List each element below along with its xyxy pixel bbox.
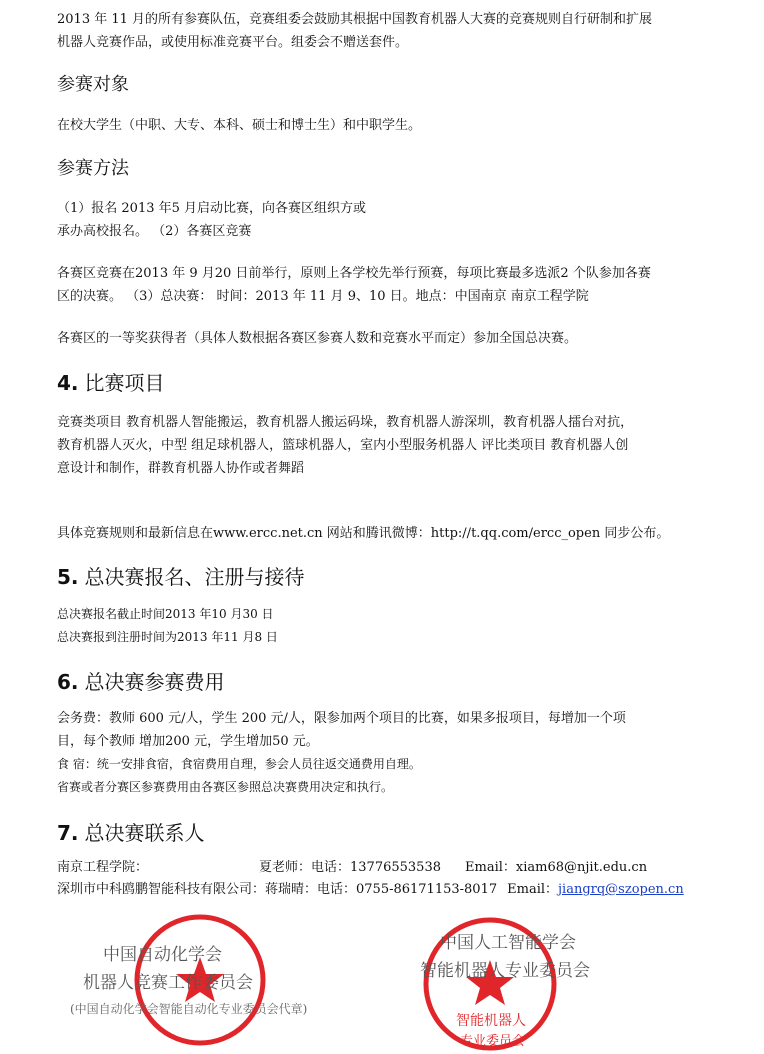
right-seal-stamp-line-2: 专业委员会 xyxy=(460,1034,526,1049)
section-5-line-1: 总决赛报名截止时间2013 年10 月30 日 xyxy=(57,607,274,621)
method-line-5: 各赛区的一等奖获得者（具体人数根据各赛区参赛人数和竞赛水平而定）参加全国总决赛。 xyxy=(57,331,578,346)
method-line-4: 区的决赛。 （3）总决赛： 时间：2013 年 11 月 9、10 日。地点：中国南京 南京工程学院 xyxy=(57,289,589,304)
section-5-number: 5. xyxy=(57,565,79,589)
left-seal-line-3: (中国自动化学会智能自动化专业委员会代章) xyxy=(70,1002,308,1016)
section-7-title: 总决赛联系人 xyxy=(84,821,205,845)
intro-paragraph xyxy=(57,8,707,54)
method-line-2: 承办高校报名。 （2）各赛区竞赛 xyxy=(57,224,252,239)
method-heading: 参赛方法 xyxy=(57,158,129,179)
intro-line-2: 机器人竞赛作品，或使用标准竞赛平台。组委会不赠送套件。 xyxy=(57,35,409,50)
section-6-heading xyxy=(57,666,225,695)
section-6-number: 6. xyxy=(57,670,79,694)
section-5-title: 总决赛报名、注册与接待 xyxy=(84,565,305,589)
section-7-heading xyxy=(57,817,205,846)
section-7-number: 7. xyxy=(57,821,79,845)
section-4-line-4: 具体竞赛规则和最新信息在www.ercc.net.cn 网站和腾讯微博：http://t.qq.com/ercc_open 同步公布。 xyxy=(57,526,670,541)
contact-1-email: Email：xiam68@njit.edu.cn xyxy=(465,860,648,875)
right-seal-line-2: 智能机器人专业委员会 xyxy=(420,961,590,981)
section-6-line-3: 食 宿：统一安排食宿，食宿费用自理，参会人员往返交通费用自理。 xyxy=(57,757,421,771)
section-6-line-2: 目，每个教师 增加200 元，学生增加50 元。 xyxy=(57,734,319,749)
method-line-1: （1）报名 2013 年5 月启动比赛，向各赛区组织方或 xyxy=(57,201,367,216)
contact-row-1 xyxy=(57,857,647,879)
section-4-heading xyxy=(57,367,165,396)
section-5-line-2: 总决赛报到注册时间为2013 年11 月8 日 xyxy=(57,630,278,644)
section-5-paragraph xyxy=(57,603,707,649)
contact-2-email-link[interactable]: jiangrq@szopen.cn xyxy=(558,882,684,897)
right-seal-line-1: 中国人工智能学会 xyxy=(440,933,576,953)
right-seal-stamp-line-1: 智能机器人 xyxy=(456,1013,526,1029)
section-4-paragraph xyxy=(57,411,707,480)
method-paragraph-1 xyxy=(57,197,707,243)
section-5-heading xyxy=(57,561,305,590)
section-6-line-1: 会务费：教师 600 元/人，学生 200 元/人，限参加两个项目的比赛，如果多报项目，每增加一个项 xyxy=(57,711,626,726)
contact-1-person: 夏老师：电话：13776553538 xyxy=(259,860,441,875)
left-seal-line-2: 机器人竞赛工作委员会 xyxy=(83,973,253,993)
section-4-title: 比赛项目 xyxy=(84,371,165,395)
contact-row-2 xyxy=(57,879,684,901)
contact-1-org: 南京工程学院： xyxy=(57,860,149,875)
section-6-line-4: 省赛或者分赛区参赛费用由各赛区参照总决赛费用决定和执行。 xyxy=(57,780,394,794)
intro-line-1: 2013 年 11 月的所有参赛队伍，竞赛组委会鼓励其根据中国教育机器人大赛的竞赛规则自行研制和扩展 xyxy=(57,12,653,27)
section-4-line-1: 竞赛类项目 教育机器人智能搬运，教育机器人搬运码垛，教育机器人游深圳，教育机器人擂台对抗， xyxy=(57,415,634,430)
section-4-line-3: 意设计和制作，群教育机器人协作或者舞蹈 xyxy=(57,461,305,476)
section-4-number: 4. xyxy=(57,371,79,395)
method-paragraph-2 xyxy=(57,262,707,308)
left-seal-line-1: 中国自动化学会 xyxy=(103,945,222,965)
contact-2-email-label: Email： xyxy=(507,882,559,897)
method-line-3: 各赛区竞赛在2013 年 9 月20 日前举行，原则上各学校先举行预赛，每项比赛最多选派2 个队参加各赛 xyxy=(57,266,651,281)
section-4-line-2: 教育机器人灭火，中型 组足球机器人，篮球机器人，室内小型服务机器人 评比类项目 教育机器人创 xyxy=(57,438,629,453)
contact-2-org: 深圳市中科鸥鹏智能科技有限公司：蒋瑞晴：电话：0755-86171153-8017 xyxy=(57,882,498,897)
section-6-title: 总决赛参赛费用 xyxy=(84,670,225,694)
section-6-paragraph xyxy=(57,707,707,799)
participants-text: 在校大学生（中职、大专、本科、硕士和博士生）和中职学生。 xyxy=(57,118,422,133)
participants-heading: 参赛对象 xyxy=(57,74,129,95)
